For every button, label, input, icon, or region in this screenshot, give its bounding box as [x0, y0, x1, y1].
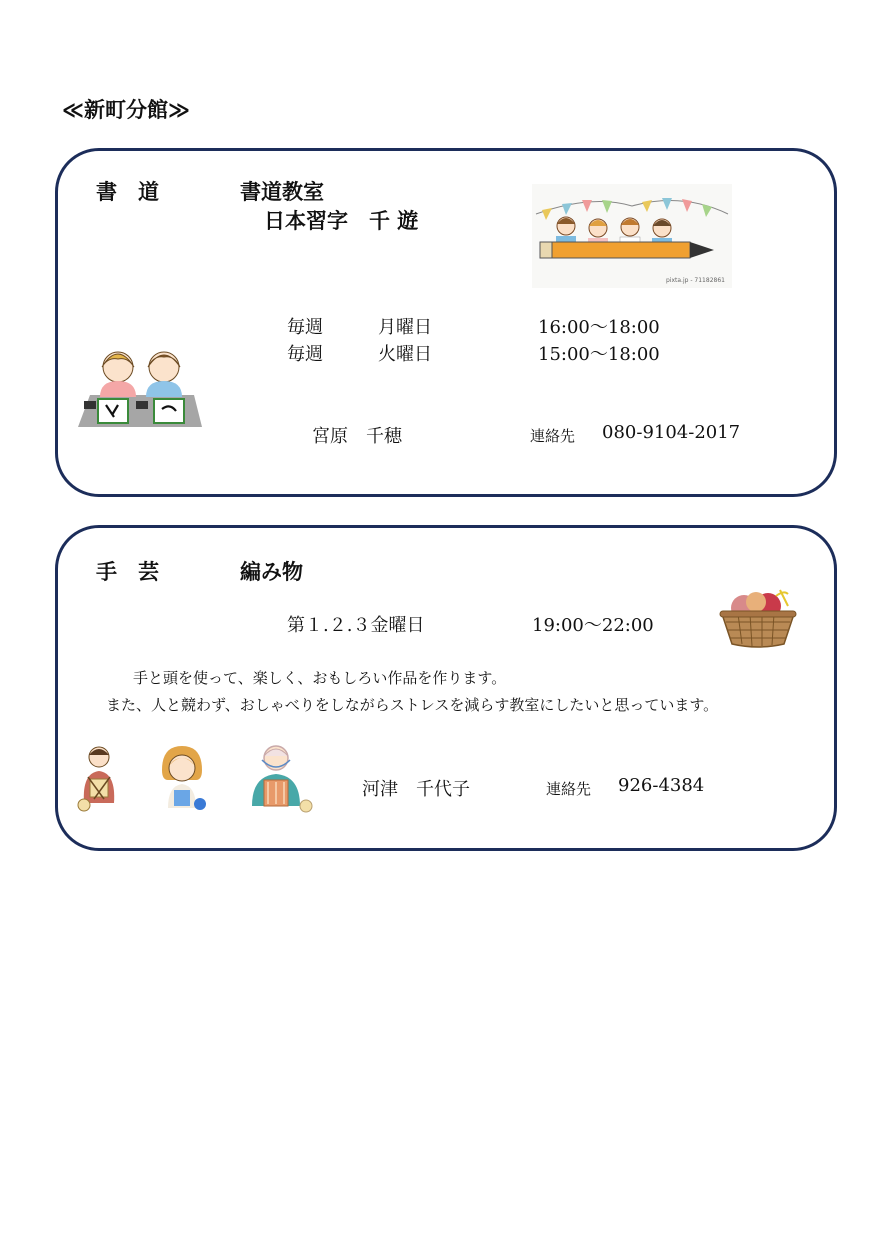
calligraphy-contact-label: 連絡先: [530, 427, 576, 445]
knitting-contact-label: 連絡先: [546, 780, 592, 798]
knitting-category: 手 芸: [96, 560, 159, 584]
schedule-1-frequency: 毎週: [287, 317, 323, 338]
schedule-1-time: 16:00～18:00: [538, 317, 660, 338]
knitting-woman-illustration: [156, 746, 208, 810]
calligraphy-contact-phone: 080-9104-2017: [602, 422, 741, 443]
yarn-basket-illustration: [718, 586, 798, 650]
calligraphy-organization: 日本習字 千 遊: [264, 209, 419, 233]
schedule-2-time: 15:00～18:00: [538, 344, 660, 365]
knitting-description-line-2: また、人と競わず、おしゃべりをしながらストレスを減らす教室にしたいと思っています。: [106, 696, 719, 714]
knitting-schedule-day: 第１.２.３金曜日: [287, 615, 425, 636]
schedule-2-frequency: 毎週: [287, 344, 323, 365]
calligraphy-teacher: 宮原 千穂: [312, 426, 402, 447]
knitting-contact-phone: 926-4384: [618, 775, 705, 796]
image-credit: pixta.jp - 71182861: [666, 277, 725, 284]
calligraphy-class-name: 書道教室: [240, 180, 324, 204]
knitting-elder-illustration: [248, 742, 314, 812]
knitting-teacher: 河津 千代子: [362, 779, 470, 800]
children-calligraphy-illustration: [78, 347, 202, 429]
schedule-2-day: 火曜日: [378, 344, 432, 365]
knitting-schedule-time: 19:00～22:00: [532, 615, 654, 636]
page-title: ≪新町分館≫: [62, 98, 190, 122]
kids-on-brush-illustration: [532, 184, 732, 288]
knitting-man-illustration: [76, 743, 122, 811]
knitting-description-line-1: 手と頭を使って、楽しく、おもしろい作品を作ります。: [133, 669, 507, 687]
calligraphy-category: 書 道: [96, 180, 159, 204]
schedule-1-day: 月曜日: [378, 317, 432, 338]
knitting-class-name: 編み物: [240, 560, 303, 584]
